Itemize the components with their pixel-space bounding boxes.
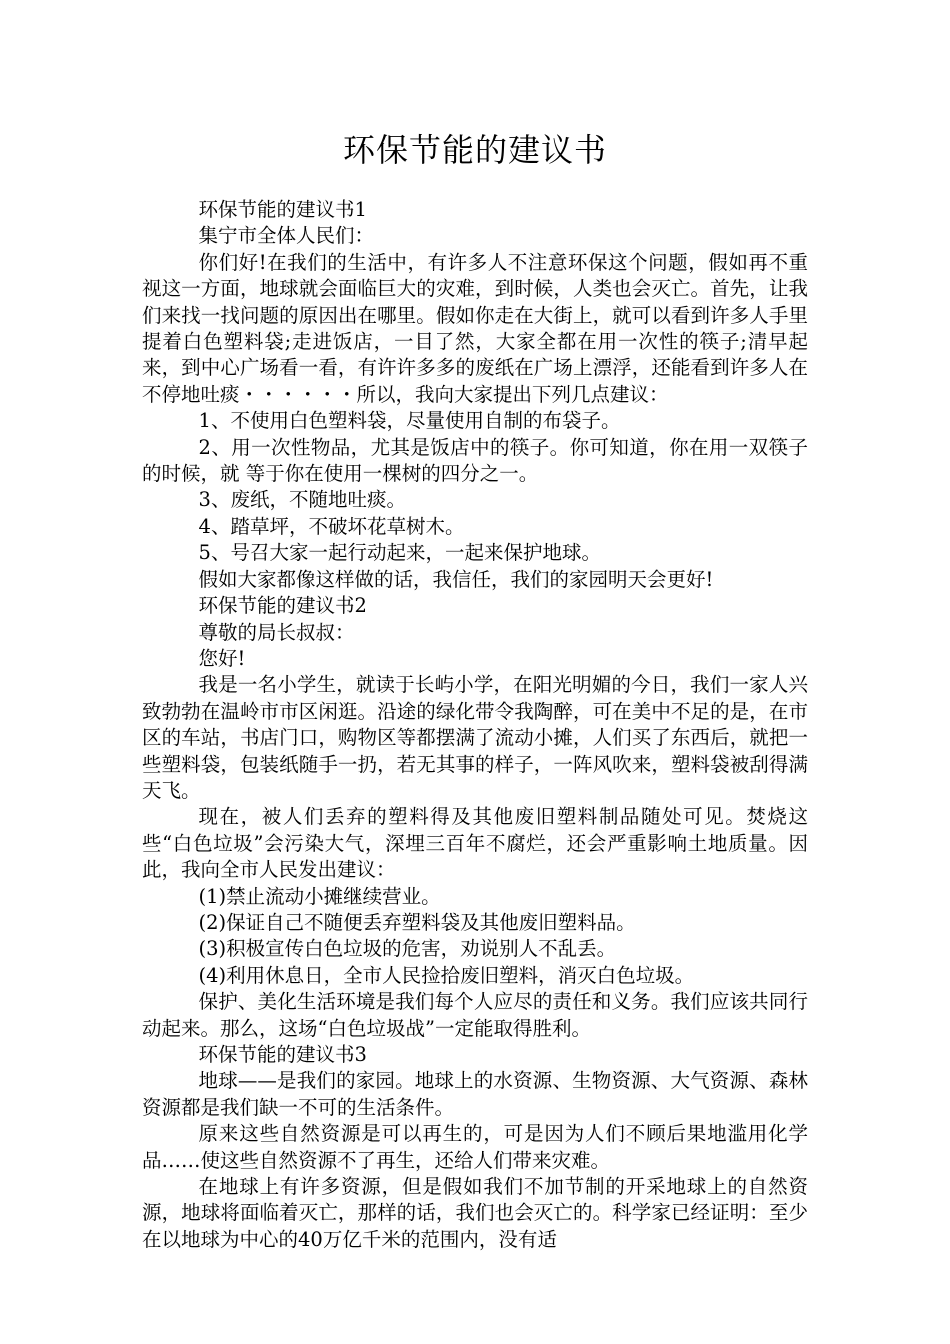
paragraph: (3)积极宣传白色垃圾的危害，劝说别人不乱丢。 <box>198 937 617 961</box>
paragraph: 2、用一次性物品，尤其是饭店中的筷子。你可知道，你在用一双筷子的时候，就 等于你在使用一棵树的四分之一。 <box>142 435 808 486</box>
paragraph: 环保节能的建议书3 <box>198 1043 367 1066</box>
paragraph: 现在，被人们丢弃的塑料得及其他废旧塑料制品随处可见。焚烧这些“白色垃圾”会污染大气，深埋三百年不腐烂，还会严重影响土地质量。因此，我向全市人民发出建议： <box>142 805 808 882</box>
paragraph: 尊敬的局长叔叔： <box>198 620 355 644</box>
paragraph: 你们好!在我们的生活中，有许多人不注意环保这个问题，假如再不重视这一方面，地球就会面临巨大的灾难，到时候，人类也会灭亡。首先，让我们来找一找问题的原因出在哪里。假如你走在大街上，就可以看到许多人手里提着白色塑料袋;走进饭店，一目了然，大家全都在用一次性的筷子;清早起来，到中心广场看一看，有许许多多的废纸在广场上漂浮，还能看到许多人在不停地吐痰・・・・・・所以，我向大家提出下列几点建议： <box>142 250 808 406</box>
document-body <box>142 197 808 1253</box>
paragraph: (2)保证自己不随便丢弃塑料袋及其他废旧塑料品。 <box>198 910 636 934</box>
paragraph: 保护、美化生活环境是我们每个人应尽的责任和义务。我们应该共同行动起来。那么，这场“白色垃圾战”一定能取得胜利。 <box>142 990 808 1040</box>
paragraph: 4、踏草坪，不破坏花草树木。 <box>198 514 465 538</box>
paragraph: (1)禁止流动小摊继续营业。 <box>198 884 441 908</box>
paragraph: 1、不使用白色塑料袋，尽量使用自制的布袋子。 <box>198 409 621 433</box>
paragraph: 5、号召大家一起行动起来，一起来保护地球。 <box>198 541 601 565</box>
paragraph: 集宁市全体人民们： <box>198 224 375 248</box>
paragraph: 环保节能的建议书2 <box>198 594 367 618</box>
paragraph: (4)利用休息日，全市人民捡拾废旧塑料，消灭白色垃圾。 <box>198 963 695 987</box>
document-title: 环保节能的建议书 <box>342 131 607 169</box>
paragraph: 原来这些自然资源是可以再生的，可是因为人们不顾后果地滥用化学品……使这些自然资源不了再生，还给人们带来灾难。 <box>142 1122 808 1172</box>
paragraph: 在地球上有许多资源，但是假如我们不加节制的开采地球上的自然资源，地球将面临着灭亡，那样的话，我们也会灭亡的。科学家已经证明：至少在以地球为中心的40万亿千米的范围内，没有适 <box>142 1175 808 1251</box>
paragraph: 假如大家都像这样做的话，我信任，我们的家园明天会更好! <box>198 567 714 591</box>
paragraph: 我是一名小学生，就读于长屿小学，在阳光明媚的今日，我们一家人兴致勃勃在温岭市市区闲逛。沿途的绿化带令我陶醉，可在美中不足的是，在市区的车站，书店门口，购物区等都摆满了流动小摊，人们买了东西后，就把一些塑料袋，包装纸随手一扔，若无其事的样子，一阵风吹来，塑料袋被刮得满天飞。 <box>142 673 808 802</box>
paragraph: 环保节能的建议书1 <box>198 198 367 221</box>
paragraph: 3、废纸，不随地吐痰。 <box>198 488 406 512</box>
paragraph: 您好! <box>198 646 246 670</box>
paragraph: 地球——是我们的家园。地球上的水资源、生物资源、大气资源、森林资源都是我们缺一不可的生活条件。 <box>142 1069 808 1119</box>
